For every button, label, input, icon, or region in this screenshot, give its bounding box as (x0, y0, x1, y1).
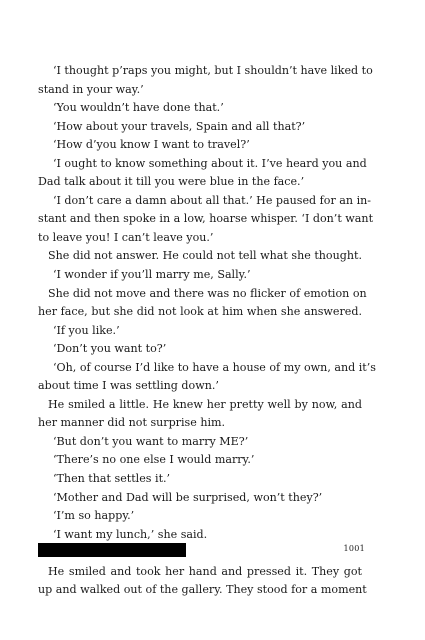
text-line: ‘I want my lunch,’ she said. (53, 527, 208, 541)
text-line: about time I was settling down.’ (38, 379, 219, 393)
page-number: 1001 (343, 544, 365, 553)
text-line: ‘But don’t you want to marry ME?’ (53, 434, 249, 448)
text-line: to leave you! I can’t leave you.’ (38, 230, 214, 244)
redaction-bar (38, 543, 186, 557)
text-line: stand in your way.’ (38, 82, 144, 96)
text-line: ‘I wonder if you’ll marry me, Sally.’ (53, 268, 251, 282)
text-line: Dad talk about it till you were blue in the face.’ (38, 175, 305, 189)
text-line: ‘You wouldn’t have done that.’ (53, 101, 224, 115)
text-line: ‘Mother and Dad will be surprised, won’t they?’ (53, 490, 323, 504)
text-line: He smiled a little. He knew her pretty well by now, and (48, 397, 362, 411)
text-line: She did not move and there was no flicker of emotion on (48, 286, 367, 300)
text-line: up and walked out of the gallery. They stood for a moment (38, 583, 367, 597)
text-line: ‘If you like.’ (53, 323, 120, 337)
text-line: He smiled and took her hand and pressed it. They got (48, 564, 362, 578)
text-line: ‘I don’t care a damn about all that.’ He paused for an in- (53, 193, 372, 207)
text-line: ‘How d’you know I want to travel?’ (53, 138, 250, 152)
text-line: her manner did not surprise him. (38, 416, 226, 430)
text-line: ‘Don’t you want to?’ (53, 342, 167, 356)
text-line: stant and then spoke in a low, hoarse whisper. ‘I don’t want (38, 212, 374, 226)
text-line: ‘How about your travels, Spain and all that?’ (53, 119, 306, 133)
text-line: ‘Oh, of course I’d like to have a house of my own, and it’s (53, 360, 376, 374)
text-line: ‘I ought to know something about it. I’ve heard you and (53, 156, 367, 170)
book-page-text (38, 62, 376, 600)
text-line: her face, but she did not look at him when she answered. (38, 305, 362, 319)
text-line: ‘I thought p’raps you might, but I shouldn’t have liked to (53, 64, 373, 77)
text-line: ‘There’s no one else I would marry.’ (53, 453, 255, 467)
text-line: She did not answer. He could not tell what she thought. (48, 249, 362, 263)
text-line: ‘Then that settles it.’ (53, 472, 171, 486)
text-line: ‘I’m so happy.’ (53, 509, 135, 523)
